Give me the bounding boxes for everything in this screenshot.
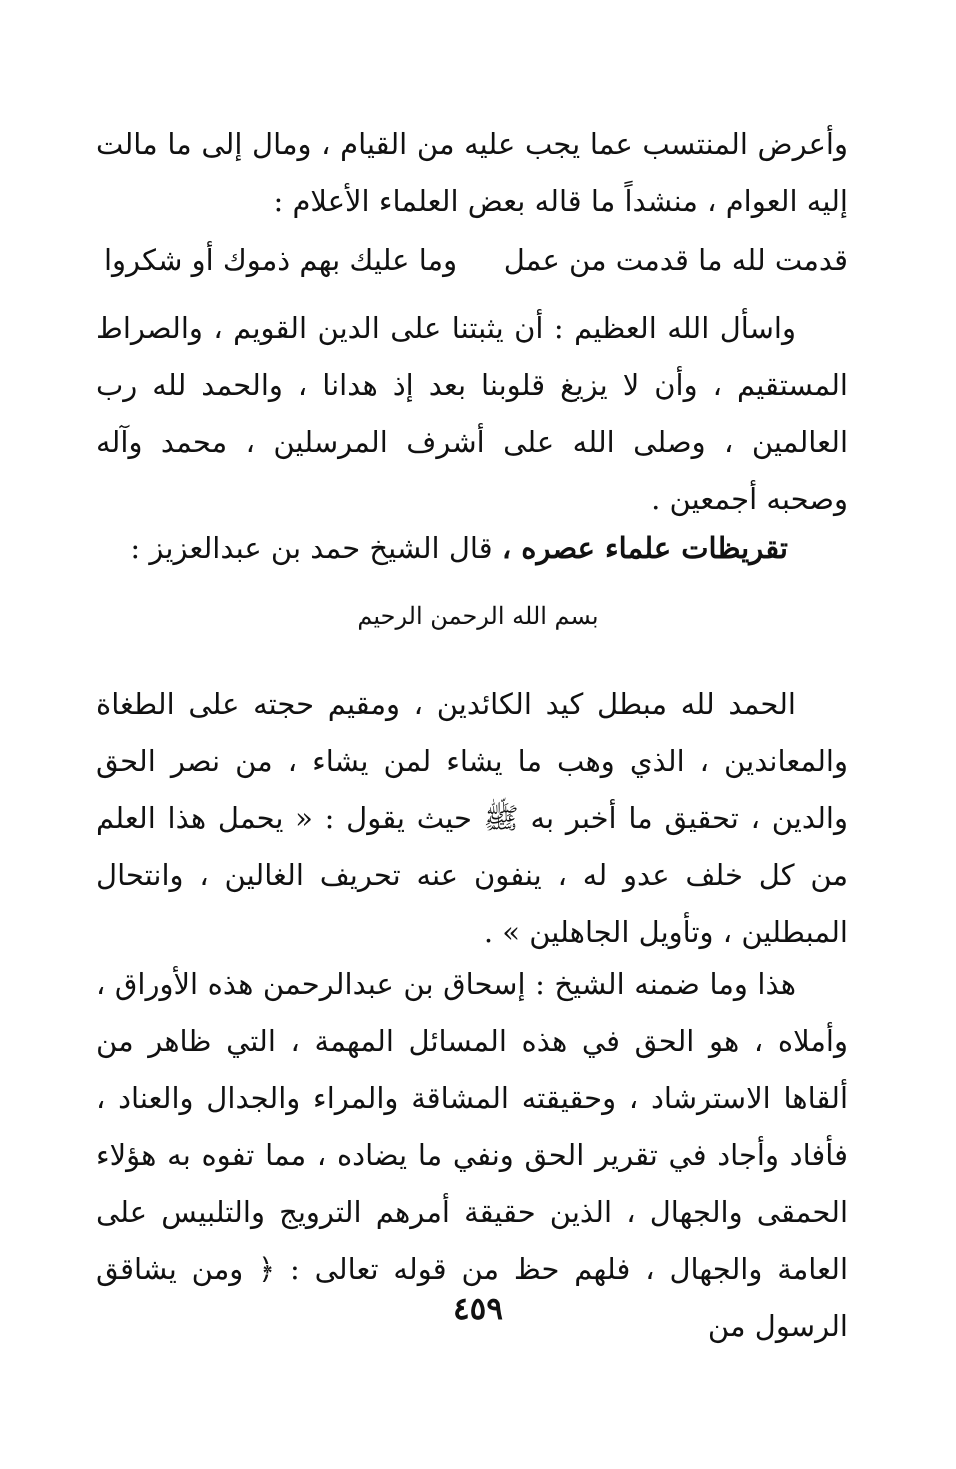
verse-second-hemistich: وما عليك بهم ذموك أو شكروا <box>104 243 458 277</box>
verse-first-hemistich: قدمت لله ما قدمت من عمل <box>503 243 848 277</box>
paragraph-endorsement-text: هذا وما ضمنه الشيخ : إسحاق بن عبدالرحمن هذه الأوراق ، وأملاه ، هو الحق في هذه المسائل المهمة ، التي ظاهر من ألقاها الاسترشاد ، وحقيقته المشاقة والمراء والجدال والعناد ، فأفاد وأجاد في تقرير الحق ونفي ما يضاده ، مما تفوه به هؤلاء الحمقى والجهال ، الذين حقيقة أمرهم الترويج والتلبيس على العامة والجهال ، فلهم حظ من قوله تعالى : ﴿ ومن يشاقق الرسول من <box>96 967 848 1343</box>
heading-subtitle: قال الشيخ حمد بن عبدالعزيز : <box>130 531 502 565</box>
paragraph-praise-text: الحمد لله مبطل كيد الكائدين ، ومقيم حجته على الطغاة والمعاندين ، الذي وهب ما يشاء لمن يشاء ، من نصر الحق والدين ، تحقيق ما أخبر به ﷺ حيث يقول : « يحمل هذا العلم من كل خلف عدو له ، ينفون عنه تحريف الغالين ، وانتحال المبطلين ، وتأويل الجاهلين » . <box>96 687 848 949</box>
page-number: ٤٥٩ <box>453 1291 503 1327</box>
closing-paragraph <box>96 300 848 528</box>
basmala-calligraphy: بسم الله الرحمن الرحيم <box>357 602 599 630</box>
closing-text: واسأل الله العظيم : أن يثبتنا على الدين القويم ، والصراط المستقيم ، وأن لا يزيغ قلوبنا بعد إذ هدانا ، والحمد لله رب العالمين ، وصلى الله على أشرف المرسلين ، محمد وآله وصحبه أجمعين . <box>96 311 848 516</box>
section-heading <box>130 520 788 577</box>
poetry-verse <box>104 232 848 289</box>
intro-text: وأعرض المنتسب عما يجب عليه من القيام ، ومال إلى ما مالت إليه العوام ، منشداً ما قاله بعض العلماء الأعلام : <box>96 127 848 218</box>
heading-bold-title: تقريظات علماء عصره ، <box>501 531 788 565</box>
intro-paragraph <box>96 116 848 230</box>
paragraph-praise <box>96 676 848 961</box>
